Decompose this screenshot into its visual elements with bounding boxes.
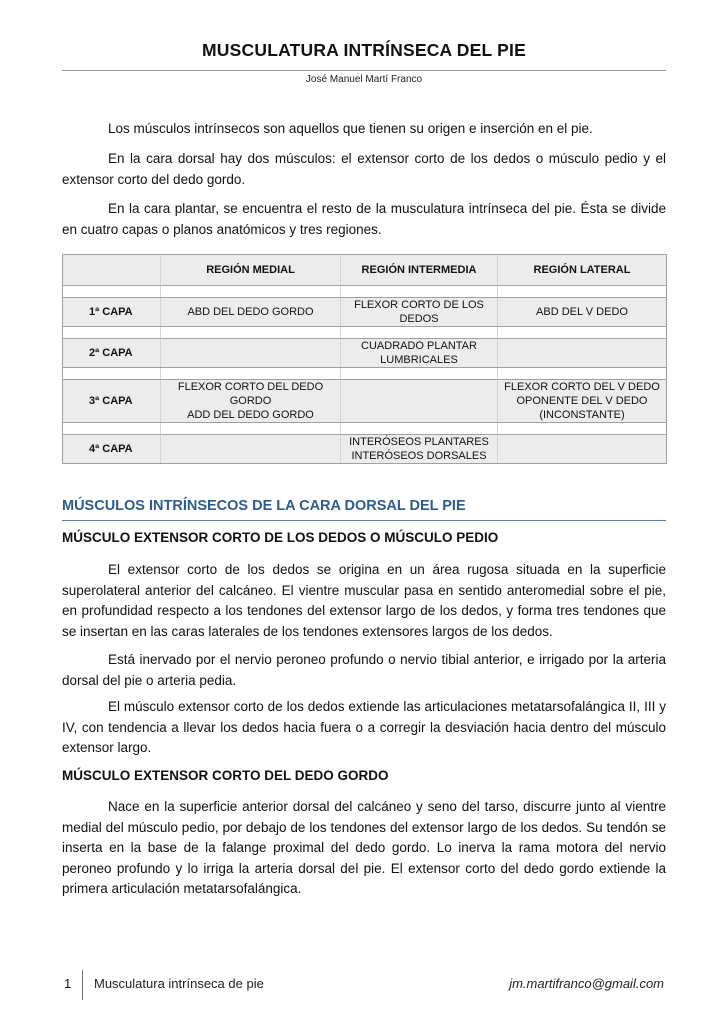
region-lateral-cell (498, 339, 667, 368)
document-title: MUSCULATURA INTRÍNSECA DEL PIE (202, 40, 526, 60)
region-intermedia-cell: INTERÓSEOS PLANTARES INTERÓSEOS DORSALES (341, 435, 498, 464)
table-header-cell: REGIÓN MEDIAL (161, 255, 341, 286)
table-row (63, 435, 667, 464)
table-row (63, 298, 667, 327)
author-name: José Manuel Martí Franco (305, 74, 423, 85)
table-header-cell: REGIÓN INTERMEDIA (341, 255, 498, 286)
region-medial-cell: ABD DEL DEDO GORDO (161, 298, 341, 327)
subsection-heading-pedio: MÚSCULO EXTENSOR CORTO DE LOS DEDOS O MÚSCULO PEDIO (62, 530, 499, 545)
body-paragraph: Nace en la superficie anterior dorsal del calcáneo y seno del tarso, discurre junto al vientre medial del músculo pedio, por debajo de los tendones del extensor largo de los dedos. Su tendón se inserta en la base de la falange proximal del dedo gordo. Lo inerva la rama motora del nervio peroneo profundo y lo irriga la arteria dorsal del pie. El extensor corto del dedo gordo extiende la primera articulación metatarsofalángica. (62, 799, 666, 896)
intro-paragraph: Los músculos intrínsecos son aquellos que tienen su origen e inserción en el pie. (108, 121, 593, 136)
body-paragraph: Está inervado por el nervio peroneo profundo o nervio tibial anterior, e irrigado por la arteria dorsal del pie o arteria pedia. (62, 652, 666, 688)
region-intermedia-cell: CUADRADO PLANTAR LUMBRICALES (341, 339, 498, 368)
title-divider (62, 70, 666, 71)
body-paragraph: El extensor corto de los dedos se origina en un área rugosa situada en la superficie superolateral anterior del calcáneo. El vientre muscular pasa en sentido anteromedial sobre el pie, en profundidad respecto a los tendones del extensor largo de los dedos, y forma tres tendones que se insertan en las caras laterales de los tendones extensores largos de los dedos. (62, 562, 666, 639)
body-paragraph: El músculo extensor corto de los dedos extiende las articulaciones metatarsofalángica II, III y IV, con tendencia a llevar los dedos hacia fuera o a corregir la desviación hacia dentro del músculo extensor largo. (62, 699, 666, 755)
section-heading-rule (62, 520, 666, 521)
region-lateral-cell: FLEXOR CORTO DEL V DEDO OPONENTE DEL V DEDO (INCONSTANTE) (498, 380, 667, 423)
table-header-cell: REGIÓN LATERAL (498, 255, 667, 286)
intro-paragraph: En la cara dorsal hay dos músculos: el extensor corto de los dedos o músculo pedio y el extensor corto del dedo gordo. (62, 151, 666, 187)
table-row (63, 380, 667, 423)
region-intermedia-cell (341, 380, 498, 423)
region-intermedia-cell: FLEXOR CORTO DE LOS DEDOS (341, 298, 498, 327)
region-medial-cell: FLEXOR CORTO DEL DEDO GORDO ADD DEL DEDO GORDO (161, 380, 341, 423)
region-medial-cell (161, 435, 341, 464)
capa-label: 1ª CAPA (63, 298, 161, 327)
page-number: 1 (64, 976, 72, 991)
table-spacer-row (63, 423, 667, 435)
table-spacer-row (63, 327, 667, 339)
table-spacer-row (63, 368, 667, 380)
capa-label: 4ª CAPA (63, 435, 161, 464)
region-lateral-cell: ABD DEL V DEDO (498, 298, 667, 327)
table-header-cell (63, 255, 161, 286)
region-lateral-cell (498, 435, 667, 464)
region-medial-cell (161, 339, 341, 368)
footer-divider (82, 970, 83, 1000)
muscle-layers-table (62, 254, 667, 464)
table-header-row (63, 255, 667, 286)
capa-label: 2ª CAPA (63, 339, 161, 368)
footer-email: jm.martifranco@gmail.com (509, 976, 664, 991)
section-heading: MÚSCULOS INTRÍNSECOS DE LA CARA DORSAL DEL PIE (62, 498, 466, 514)
table-spacer-row (63, 286, 667, 298)
footer-title: Musculatura intrínseca de pie (94, 976, 264, 991)
subsection-heading-dedo-gordo: MÚSCULO EXTENSOR CORTO DEL DEDO GORDO (62, 768, 389, 783)
capa-label: 3ª CAPA (63, 380, 161, 423)
intro-paragraph: En la cara plantar, se encuentra el resto de la musculatura intrínseca del pie. Ésta se divide en cuatro capas o planos anatómicos y tres regiones. (62, 201, 666, 237)
table-row (63, 339, 667, 368)
